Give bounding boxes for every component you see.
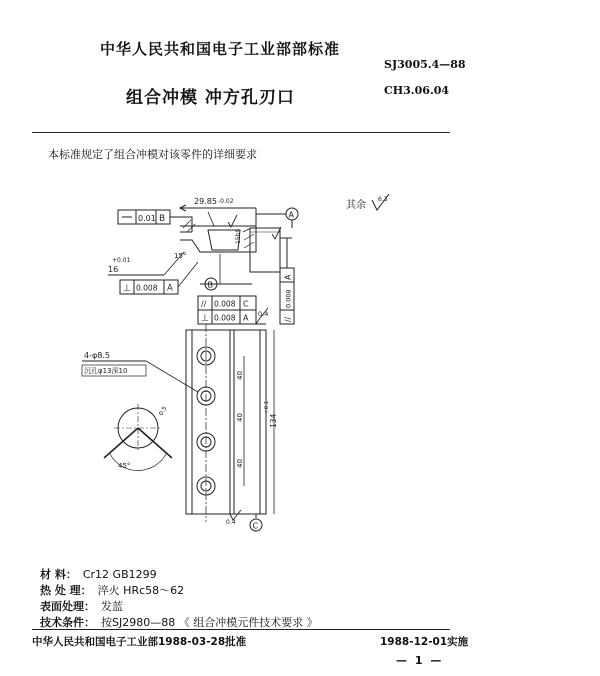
- dim-134-tol: +0.1: [264, 400, 270, 414]
- document-title: 组合冲模 冲方孔刃口: [126, 88, 295, 108]
- dim-40-b: 40: [236, 413, 244, 422]
- flatness-ref: B: [159, 214, 166, 224]
- svg-text:⊥: ⊥: [201, 313, 209, 324]
- dim-134: 134: [269, 413, 278, 428]
- par-symbol: //: [283, 316, 293, 322]
- technical-drawing: [80, 192, 410, 538]
- dim-16: 16: [108, 265, 119, 274]
- par-ref: A: [283, 274, 293, 280]
- parallel-frame: [280, 268, 294, 324]
- perp-symbol: ⊥: [123, 283, 131, 294]
- dim-40-c: 40: [236, 459, 244, 468]
- perp-ref: A: [167, 283, 173, 294]
- standard-code: SJ3005.4—88: [384, 58, 466, 71]
- roughness-bottom: 0.4: [226, 519, 236, 526]
- dim-top-tol: -0.02: [218, 198, 234, 205]
- page-number: — 1 —: [396, 654, 444, 667]
- part-code: CH3.06.04: [384, 84, 450, 97]
- counterbore-label: 沉孔φ13深10: [84, 367, 128, 375]
- angle-15: 15°: [174, 252, 187, 260]
- spec-technical-label: 技术条件：: [40, 616, 95, 629]
- roughness-other-value: 6.3: [378, 196, 388, 203]
- holes-label: 4-φ8.5: [84, 351, 110, 360]
- datum-a: A: [288, 210, 294, 220]
- par-value: 0.008: [284, 289, 293, 308]
- datum-c: C: [252, 521, 259, 531]
- spec-heat-treatment: [40, 582, 184, 598]
- dim-16-tol: +0.01: [112, 257, 131, 264]
- roughness-04: 0.4: [258, 310, 269, 318]
- spec-material-value: Cr12 GB1299: [82, 568, 157, 581]
- effective-date: 1988-12-01实施: [380, 636, 469, 648]
- dim-height: 15h9: [235, 228, 242, 244]
- spec-surface-label: 表面处理：: [40, 600, 95, 613]
- roughness-other-symbol: [370, 194, 394, 214]
- frame2-row2-ref: A: [243, 313, 249, 323]
- spec-surface: [40, 598, 123, 614]
- perp-value: 0.008: [136, 283, 158, 293]
- approval-text: 中华人民共和国电子工业部1988-03-28批准: [32, 636, 247, 648]
- spec-heat-value: 淬火 HRc58～62: [97, 584, 185, 597]
- spec-material: [40, 566, 157, 582]
- angle-45: 45°: [118, 462, 131, 470]
- ministry-standard-title: 中华人民共和国电子工业部部标准: [100, 40, 341, 58]
- spec-heat-label: 热 处 理：: [40, 584, 92, 597]
- flatness-value: 0.01: [138, 214, 156, 223]
- dim-40-a: 40: [236, 371, 244, 380]
- header-divider: [32, 132, 450, 133]
- spec-technical: [40, 614, 318, 630]
- tol-frame-2: [198, 296, 256, 324]
- footer-divider: [32, 629, 450, 630]
- spec-material-label: 材 料：: [40, 568, 77, 581]
- frame2-row1-ref: C: [243, 299, 249, 309]
- svg-text://: //: [201, 299, 207, 309]
- spec-surface-value: 发蓝: [101, 600, 123, 613]
- svg-text:0.5: 0.5: [157, 405, 169, 417]
- frame2-row1-value: 0.008: [214, 299, 236, 309]
- front-view-block: [186, 330, 266, 514]
- frame2-row2-value: 0.008: [214, 313, 236, 323]
- datum-b: B: [207, 280, 213, 290]
- side-block: [250, 228, 280, 272]
- spec-technical-value: 按SJ2980—88 《 组合冲模元件技术要求 》: [101, 616, 318, 629]
- roughness-other-note: [346, 196, 366, 211]
- perp-frame: [120, 280, 178, 294]
- intro-text: 本标准规定了组合冲模对该零件的详细要求: [48, 148, 257, 161]
- flatness-frame: [118, 210, 170, 224]
- dim-top: 29.85: [194, 197, 217, 206]
- roughness-other-prefix: 其余: [346, 200, 366, 211]
